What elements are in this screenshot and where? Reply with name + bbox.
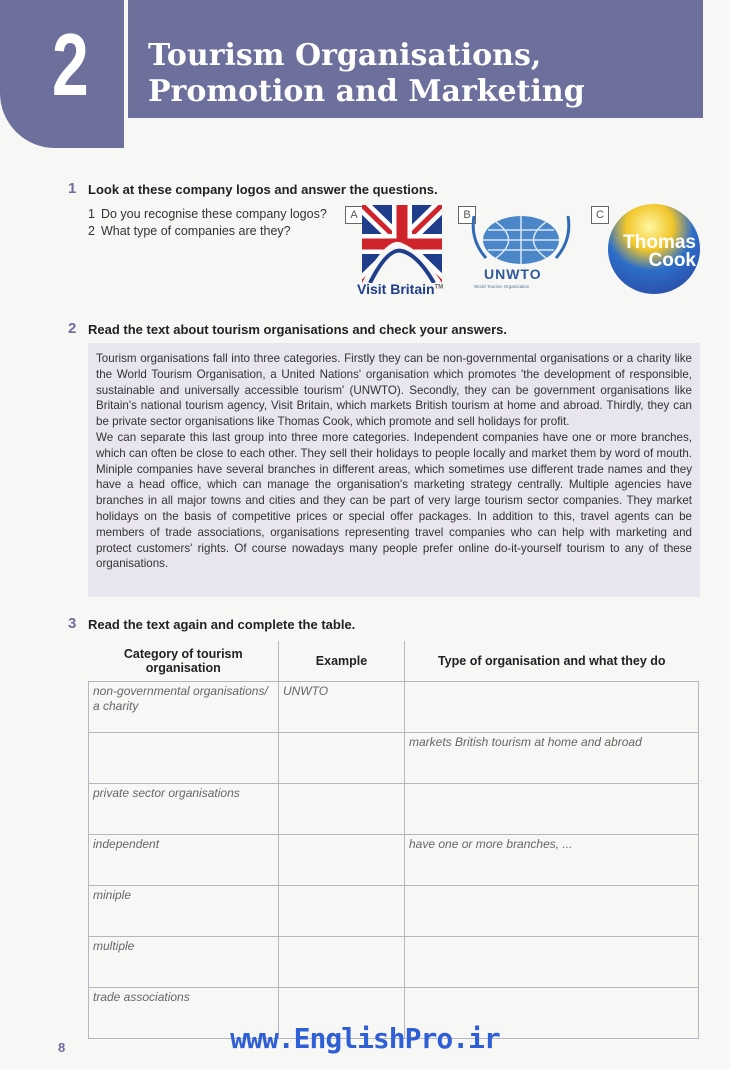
table-cell[interactable]: have one or more branches, ...	[405, 835, 699, 886]
unwto-wordmark: UNWTO	[484, 266, 542, 282]
question-item: 2 What type of companies are they?	[88, 224, 291, 238]
reading-text-box	[88, 343, 700, 597]
column-header: Example	[279, 641, 405, 682]
table-cell[interactable]: non-governmental organisations/ a charity	[89, 682, 279, 733]
table-cell[interactable]	[279, 835, 405, 886]
table-cell[interactable]	[405, 937, 699, 988]
table-cell[interactable]	[279, 784, 405, 835]
column-header: Type of organisation and what they do	[405, 641, 699, 682]
table-cell[interactable]: markets British tourism at home and abroad	[405, 733, 699, 784]
question-item: 1 Do you recognise these company logos?	[88, 207, 327, 221]
column-header: Category of tourism organisation	[123, 647, 243, 675]
logo-label-b: B	[458, 206, 476, 224]
exercise-3-title: Read the text again and complete the table.	[88, 617, 356, 632]
table-row	[89, 886, 699, 937]
table-row	[89, 835, 699, 886]
table-cell[interactable]: miniple	[89, 886, 279, 937]
globe-icon	[466, 210, 576, 270]
categories-table	[88, 641, 699, 1039]
table-cell[interactable]: multiple	[89, 937, 279, 988]
visit-britain-wordmark: Visit Britain™	[357, 281, 444, 297]
table-cell[interactable]: private sector organisations	[89, 784, 279, 835]
exercise-1-questions	[88, 206, 327, 240]
table-cell[interactable]	[405, 682, 699, 733]
table-cell[interactable]: independent	[89, 835, 279, 886]
exercise-2-number: 2	[68, 320, 77, 337]
table-row	[89, 733, 699, 784]
table-header-row	[89, 641, 699, 682]
table-cell[interactable]: trade associations	[89, 988, 279, 1039]
exercise-1-title: Look at these company logos and answer the questions.	[88, 182, 438, 197]
chapter-title-line1: Tourism Organisations,	[148, 38, 542, 73]
unwto-subtitle: World Tourism Organization	[474, 284, 530, 289]
thomas-cook-wordmark: Thomas Cook	[623, 232, 696, 271]
table-cell[interactable]: UNWTO	[279, 682, 405, 733]
table-cell[interactable]	[405, 886, 699, 937]
chapter-title-line2: Promotion and Marketing	[148, 74, 585, 109]
thomas-cook-logo	[608, 204, 700, 294]
table-cell[interactable]	[279, 937, 405, 988]
exercise-3-number: 3	[68, 615, 77, 632]
reading-paragraph: We can separate this last group into three more categories. Independent companies have one or more branches, which can often be close to each other. They sell their holidays to people locally and market them by word of mouth. Miniple companies have several branches in different areas, which sometimes use different trade names and they have a head office, which can manage the organisation's marketing strategy centrally. Multiple agencies have branches in all major towns and cities and they can be part of very large tourism sector companies. They market holidays on the basis of competitive prices or special offer packages. In addition to this, travel agents can be members of trade associations, organisations representing travel companies who can help with marketing and protect customers' rights. Of course nowadays many people prefer online do-it-yourself tourism to any of these organisations.	[96, 430, 692, 571]
chapter-number-box	[0, 0, 128, 148]
table-cell[interactable]	[89, 733, 279, 784]
table-row	[89, 937, 699, 988]
page-number: 8	[58, 1040, 66, 1055]
table-row	[89, 682, 699, 733]
exercise-2-title: Read the text about tourism organisations and check your answers.	[88, 322, 507, 337]
table-row	[89, 784, 699, 835]
logo-label-a: A	[345, 206, 363, 224]
exercise-1-number: 1	[68, 180, 77, 197]
logo-label-c: C	[591, 206, 609, 224]
table-cell[interactable]	[279, 733, 405, 784]
chapter-number: 2	[52, 15, 88, 114]
chapter-title	[148, 38, 585, 110]
unwto-logo	[460, 206, 580, 296]
website-link[interactable]: www.EnglishPro.ir	[230, 1022, 500, 1055]
visit-britain-logo	[355, 205, 455, 300]
table-cell[interactable]	[405, 784, 699, 835]
union-flag-icon	[362, 205, 442, 283]
reading-paragraph: Tourism organisations fall into three categories. Firstly they can be non-governmental organisations or a charity like the World Tourism Organisation, a United Nations' organisation which promotes 'the development of responsible, sustainable and universally accessible tourism' (UNWTO). Secondly, they can be government organisations like Britain's national tourism agency, Visit Britain, which markets British tourism at home and abroad. Thirdly, they can be private sector organisations like Thomas Cook, which promote and sell holidays for profit.	[96, 352, 692, 429]
table-cell[interactable]	[279, 886, 405, 937]
